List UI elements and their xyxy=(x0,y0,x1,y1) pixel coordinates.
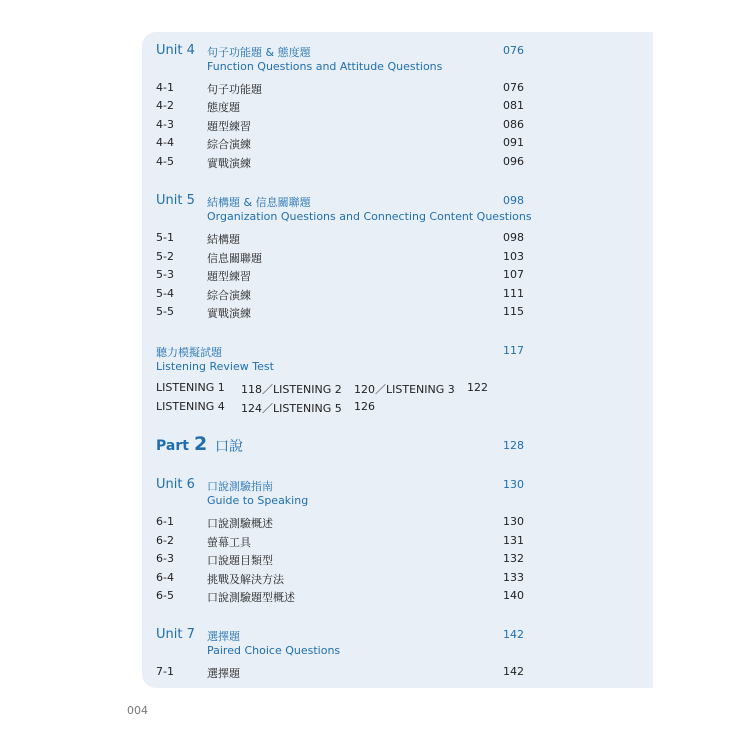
row-number: 4-4 xyxy=(156,136,174,149)
row-number: 4-2 xyxy=(156,99,174,112)
unit-title-en: Guide to Speaking xyxy=(207,494,309,507)
row-page: 107 xyxy=(503,268,524,281)
listening-item: 126 xyxy=(354,400,375,413)
row-page: 133 xyxy=(503,571,524,584)
row-title: 題型練習 xyxy=(207,120,251,133)
unit-title-en: Paired Choice Questions xyxy=(207,644,341,657)
row-title: 口說測驗概述 xyxy=(207,517,273,530)
row-title: 信息關聯題 xyxy=(207,252,262,265)
unit-page: 098 xyxy=(503,194,524,207)
row-page: 115 xyxy=(503,305,524,318)
unit-page: 076 xyxy=(503,44,524,57)
row-title: 結構題 xyxy=(207,233,240,246)
unit-page: 142 xyxy=(503,628,524,641)
row-number: 6-2 xyxy=(156,534,174,547)
row-title: 綜合演練 xyxy=(207,138,251,151)
row-page: 086 xyxy=(503,118,524,131)
row-page: 096 xyxy=(503,155,524,168)
row-title: 實戰演練 xyxy=(207,157,251,170)
unit-label: Unit 7 xyxy=(156,627,195,642)
unit-title-zh: 句子功能題 & 態度題 xyxy=(207,46,311,59)
unit-title-en: Function Questions and Attitude Questions xyxy=(207,60,443,73)
row-title: 挑戰及解決方法 xyxy=(207,573,284,586)
row-number: 4-1 xyxy=(156,81,174,94)
row-page: 130 xyxy=(503,515,524,528)
row-number: 6-5 xyxy=(156,589,174,602)
row-title: 綜合演練 xyxy=(207,289,251,302)
row-page: 131 xyxy=(503,534,524,547)
row-page: 098 xyxy=(503,231,524,244)
listening-item: 124／LISTENING 5 xyxy=(241,402,342,415)
unit-label: Unit 4 xyxy=(156,43,195,58)
part-page: 128 xyxy=(503,439,524,452)
row-number: 6-1 xyxy=(156,515,174,528)
row-title: 螢幕工具 xyxy=(207,536,251,549)
row-number: 5-4 xyxy=(156,287,174,300)
row-number: 6-3 xyxy=(156,552,174,565)
row-title: 句子功能題 xyxy=(207,83,262,96)
part-number: 2 xyxy=(194,433,208,455)
row-number: 4-3 xyxy=(156,118,174,131)
review-page: 117 xyxy=(503,344,524,357)
row-page: 076 xyxy=(503,81,524,94)
row-page: 081 xyxy=(503,99,524,112)
listening-item: LISTENING 1 xyxy=(156,381,225,394)
row-page: 111 xyxy=(503,287,524,300)
review-title-en: Listening Review Test xyxy=(156,360,274,373)
row-page: 103 xyxy=(503,250,524,263)
unit-page: 130 xyxy=(503,478,524,491)
row-page: 140 xyxy=(503,589,524,602)
row-number: 6-4 xyxy=(156,571,174,584)
row-number: 5-1 xyxy=(156,231,174,244)
unit-title-zh: 選擇題 xyxy=(207,630,240,643)
unit-label: Unit 6 xyxy=(156,477,195,492)
part-heading xyxy=(156,433,207,455)
listening-item: 118／LISTENING 2 xyxy=(241,383,342,396)
unit-title-zh: 結構題 & 信息關聯題 xyxy=(207,196,311,209)
page-number: 004 xyxy=(127,704,148,717)
row-number: 5-5 xyxy=(156,305,174,318)
unit-label: Unit 5 xyxy=(156,193,195,208)
row-number: 4-5 xyxy=(156,155,174,168)
row-title: 口說測驗題型概述 xyxy=(207,591,295,604)
row-title: 題型練習 xyxy=(207,270,251,283)
row-title: 態度題 xyxy=(207,101,240,114)
listening-item: 120／LISTENING 3 xyxy=(354,383,455,396)
row-number: 7-1 xyxy=(156,665,174,678)
listening-item: LISTENING 4 xyxy=(156,400,225,413)
row-title: 選擇題 xyxy=(207,667,240,680)
part-title: 口說 xyxy=(215,439,243,455)
listening-item: 122 xyxy=(467,381,488,394)
row-title: 實戰演練 xyxy=(207,307,251,320)
row-page: 142 xyxy=(503,665,524,678)
unit-title-en: Organization Questions and Connecting Content Questions xyxy=(207,210,532,223)
row-number: 5-3 xyxy=(156,268,174,281)
row-page: 132 xyxy=(503,552,524,565)
part-label: Part xyxy=(156,438,189,454)
row-page: 091 xyxy=(503,136,524,149)
review-title-zh: 聽力模擬試題 xyxy=(156,346,222,359)
row-title: 口說題目類型 xyxy=(207,554,273,567)
unit-title-zh: 口說測驗指南 xyxy=(207,480,273,493)
row-number: 5-2 xyxy=(156,250,174,263)
